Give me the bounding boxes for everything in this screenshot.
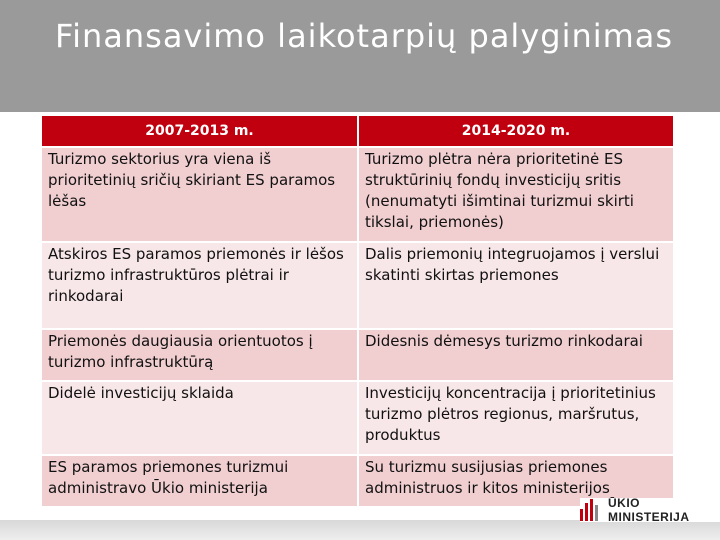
- cell-2007-2013: Didelė investicijų sklaida: [42, 381, 358, 455]
- cell-2007-2013: ES paramos priemones turizmui administravo Ūkio ministerija: [42, 455, 358, 506]
- cell-2014-2020: Turizmo plėtra nėra prioritetinė ES struktūrinių fondų investicijų sritis (nenumatyti išimtinai turizmui skirti tikslai, priemonės): [358, 147, 674, 242]
- ministry-logo-mark-icon: [580, 499, 600, 521]
- table-row: [42, 147, 674, 242]
- header-period-2014-2020: 2014-2020 m.: [358, 116, 674, 147]
- cell-2007-2013: Atskiros ES paramos priemonės ir lėšos turizmo infrastruktūros plėtrai ir rinkodarai: [42, 242, 358, 329]
- cell-2007-2013: Priemonės daugiausia orientuotos į turizmo infrastruktūrą: [42, 329, 358, 381]
- table-header-row: [42, 116, 674, 147]
- header-period-2007-2013: 2007-2013 m.: [42, 116, 358, 147]
- ministry-logo: [580, 498, 720, 522]
- cell-2014-2020: Su turizmu susijusias priemones administruos ir kitos ministerijos: [358, 455, 674, 506]
- page-title: Finansavimo laikotarpių palyginimas: [55, 17, 674, 55]
- cell-2007-2013: Turizmo sektorius yra viena iš prioritetinių sričių skiriant ES paramos lėšas: [42, 147, 358, 242]
- table-row: [42, 329, 674, 381]
- table-row: [42, 242, 674, 329]
- cell-2014-2020: Dalis priemonių integruojamos į verslui skatinti skirtas priemones: [358, 242, 674, 329]
- cell-2014-2020: Didesnis dėmesys turizmo rinkodarai: [358, 329, 674, 381]
- table-row: [42, 381, 674, 455]
- comparison-table: [42, 116, 675, 506]
- cell-2014-2020: Investicijų koncentracija į prioritetinius turizmo plėtros regionus, maršrutus, produktus: [358, 381, 674, 455]
- ministry-logo-text: ŪKIO MINISTERIJA: [608, 496, 690, 524]
